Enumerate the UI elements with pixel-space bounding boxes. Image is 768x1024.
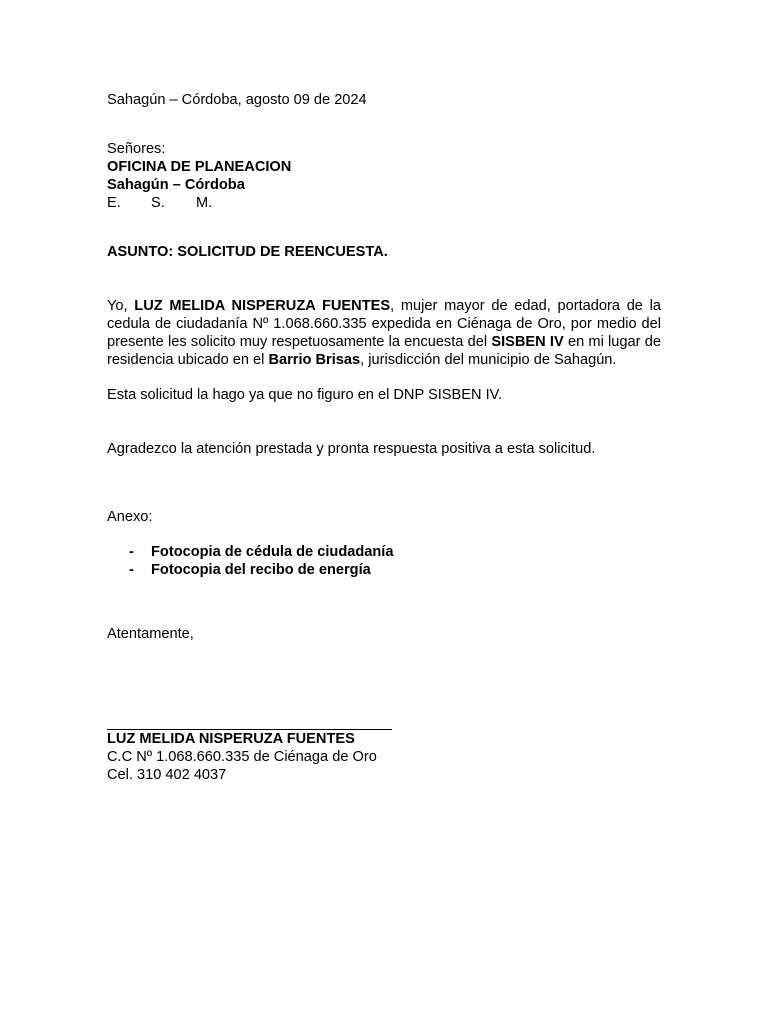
closing: Atentamente, — [107, 626, 194, 642]
signature-name: LUZ MELIDA NISPERUZA FUENTES — [107, 731, 355, 747]
annex-list — [107, 543, 661, 579]
p1-part-a: Yo, — [107, 298, 135, 314]
place-date: Sahagún – Córdoba, agosto 09 de 2024 — [107, 92, 367, 108]
annex-item-text: Fotocopia de cédula de ciudadanía — [151, 544, 394, 560]
p1-part-c: en mi lugar de residencia ubicado en el — [107, 334, 661, 368]
annex-item — [107, 543, 661, 561]
p1-barrio: Barrio Brisas — [268, 352, 361, 368]
recipient-block — [107, 140, 661, 212]
p1-part-b: , mujer mayor de edad, portadora de la cedula de ciudadanía Nº 1.068.660.335 expedida en Ciénaga de Oro, por medio del presente les solicito muy respetuosamente la encuesta del — [107, 298, 661, 350]
esm-s: S. — [151, 195, 165, 211]
p1-part-d: , jurisdicción del municipio de Sahagún. — [360, 352, 617, 368]
signature-block — [107, 730, 661, 784]
recipient-location: Sahagún – Córdoba — [107, 177, 245, 193]
annex-item — [107, 561, 661, 579]
subject-line: ASUNTO: SOLICITUD DE REENCUESTA. — [107, 244, 388, 260]
signature-phone: Cel. 310 402 4037 — [107, 767, 227, 783]
recipient-office: OFICINA DE PLANEACION — [107, 159, 292, 175]
body-paragraph-2: Esta solicitud la hago ya que no figuro en el DNP SISBEN IV. — [107, 387, 503, 403]
p1-name: LUZ MELIDA NISPERUZA FUENTES — [134, 298, 391, 314]
annex-bullet: - — [129, 544, 134, 560]
signature-id: C.C Nº 1.068.660.335 de Ciénaga de Oro — [107, 749, 377, 765]
salutation: Señores: — [107, 141, 166, 157]
annex-item-text: Fotocopia del recibo de energía — [151, 562, 371, 578]
annex-bullet: - — [129, 562, 134, 578]
body-paragraph-3: Agradezco la atención prestada y pronta respuesta positiva a esta solicitud. — [107, 441, 596, 457]
body-paragraph-1 — [107, 297, 661, 369]
p1-sisben: SISBEN IV — [491, 334, 564, 350]
esm-e: E. — [107, 195, 121, 211]
esm-line — [107, 194, 661, 212]
annex-label: Anexo: — [107, 509, 153, 525]
esm-m: M. — [196, 195, 213, 211]
letter-page — [107, 91, 661, 784]
